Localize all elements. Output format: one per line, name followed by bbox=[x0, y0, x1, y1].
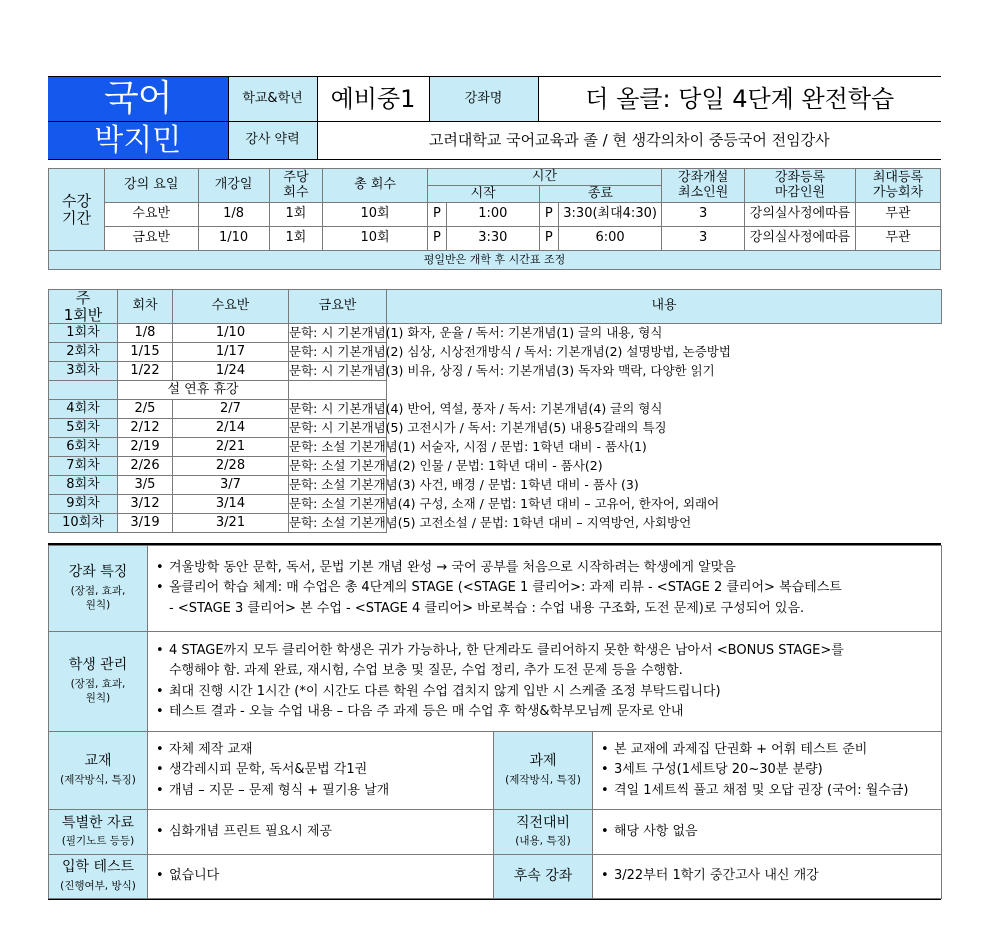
cell-content: 문학: 시 기본개념(4) 반어, 역설, 풍자 / 독서: 기본개념(4) 글의 형식 bbox=[289, 400, 387, 419]
curriculum-row bbox=[49, 400, 942, 419]
exam-prep-desc bbox=[593, 810, 942, 855]
col-deadline: 강좌등록 마감인원 bbox=[745, 169, 856, 203]
cell-fri: 3/7 bbox=[173, 476, 289, 495]
list-item: • 본 교재에 과제집 단권화 + 어휘 테스트 준비 bbox=[601, 742, 868, 758]
cell-session: 5회차 bbox=[49, 419, 118, 438]
cell-fri: 1/24 bbox=[173, 362, 289, 381]
cell-min: 3 bbox=[662, 227, 745, 251]
cell-weekly: 1회 bbox=[269, 203, 323, 227]
cell-content: 문학: 시 기본개념(2) 심상, 시상전개방식 / 독서: 기본개념(2) 설명방법, 논증방법 bbox=[289, 343, 387, 362]
entrance-label: 입학 테스트 (진행여부, 방식) bbox=[49, 855, 148, 899]
col-day: 강의 요일 bbox=[104, 169, 198, 203]
cell-fri: 1/17 bbox=[173, 343, 289, 362]
cell-wed: 2/26 bbox=[118, 457, 173, 476]
materials-row bbox=[49, 810, 942, 855]
list-item: • 자체 제작 교재 bbox=[156, 742, 253, 758]
cell-session: 3회차 bbox=[49, 362, 118, 381]
cell-open: 1/10 bbox=[198, 227, 269, 251]
entrance-row bbox=[49, 855, 942, 899]
cell-wed: 2/5 bbox=[118, 400, 173, 419]
cell-content: 문학: 소설 기본개념(2) 인물 / 문법: 1학년 대비 - 품사(2) bbox=[289, 457, 387, 476]
cell-wed: 3/19 bbox=[118, 514, 173, 533]
curriculum-row bbox=[49, 438, 942, 457]
curriculum-row bbox=[49, 362, 942, 381]
cell-day: 금요반 bbox=[104, 227, 198, 251]
cell-content: 문학: 소설 기본개념(3) 사건, 배경 / 문법: 1학년 대비 - 품사 (3) bbox=[289, 476, 387, 495]
list-item: • 테스트 결과 - 오늘 수업 내용 – 다음 주 과제 등은 매 수업 후 학생&학부모님께 문자로 안내 bbox=[156, 703, 684, 719]
cell-wed: 2/12 bbox=[118, 419, 173, 438]
cell-fri: 2/14 bbox=[173, 419, 289, 438]
course-name-label: 강좌명 bbox=[429, 77, 538, 121]
col-min: 강좌개설 최소인원 bbox=[662, 169, 745, 203]
cell-start-ap: P bbox=[427, 227, 446, 251]
curriculum-row bbox=[49, 457, 942, 476]
cell-content: 문학: 소설 기본개념(4) 구성, 소재 / 문법: 1학년 대비 – 고유어, 한자어, 외래어 bbox=[289, 495, 387, 514]
cell-session bbox=[49, 381, 118, 400]
cell-total: 10회 bbox=[323, 203, 427, 227]
cell-session: 4회차 bbox=[49, 400, 118, 419]
cell-wed: 1/15 bbox=[118, 343, 173, 362]
cell-session: 9회차 bbox=[49, 495, 118, 514]
cell-end: 3:30(최대4:30) bbox=[558, 203, 661, 227]
cell-wed: 1/8 bbox=[118, 324, 173, 343]
teacher-career: 고려대학교 국어교육과 졸 / 현 생각의차이 중등국어 전임강사 bbox=[317, 121, 941, 159]
textbook-label: 교재 (제작방식, 특징) bbox=[49, 732, 148, 810]
col-weekly: 주당 회수 bbox=[269, 169, 323, 203]
features-desc bbox=[148, 546, 942, 632]
course-title: 더 올클: 당일 4단계 완전학습 bbox=[538, 77, 941, 121]
followup-label: 후속 강좌 bbox=[494, 855, 593, 899]
homework-desc bbox=[593, 732, 942, 810]
curriculum-row bbox=[49, 476, 942, 495]
textbook-desc bbox=[148, 732, 494, 810]
materials-label: 특별한 자료 (필기노트 등등) bbox=[49, 810, 148, 855]
cell-fri: 2/21 bbox=[173, 438, 289, 457]
cell-session: 6회차 bbox=[49, 438, 118, 457]
features-row bbox=[49, 546, 942, 632]
cell-end-ap: P bbox=[539, 227, 558, 251]
cell-session: 8회차 bbox=[49, 476, 118, 495]
cell-session: 10회차 bbox=[49, 514, 118, 533]
col-content: 내용 bbox=[387, 290, 942, 324]
schedule-row bbox=[49, 227, 941, 251]
cell-content: 문학: 소설 기본개념(1) 서술자, 시점 / 문법: 1학년 대비 - 품사(1) bbox=[289, 438, 387, 457]
cell-wed: 3/12 bbox=[118, 495, 173, 514]
materials-desc bbox=[148, 810, 494, 855]
exam-prep-label: 직전대비 (내용, 특징) bbox=[494, 810, 593, 855]
cell-fri: 3/21 bbox=[173, 514, 289, 533]
schedule-table bbox=[48, 168, 941, 270]
cell-weekly: 1회 bbox=[269, 227, 323, 251]
schedule-row bbox=[49, 203, 941, 227]
list-item: • 격일 1세트씩 풀고 채점 및 오답 권장 (국어: 월수금) bbox=[601, 782, 909, 798]
cell-min: 3 bbox=[662, 203, 745, 227]
curriculum-row bbox=[49, 343, 942, 362]
cell-max-reg: 무관 bbox=[855, 227, 940, 251]
col-session: 회차 bbox=[118, 290, 173, 324]
cell-wed: 3/5 bbox=[118, 476, 173, 495]
cell-max-reg: 무관 bbox=[855, 203, 940, 227]
management-row bbox=[49, 632, 942, 732]
cell-end: 6:00 bbox=[558, 227, 661, 251]
cell-content bbox=[289, 381, 387, 400]
cell-day: 수요반 bbox=[104, 203, 198, 227]
list-item: • 없습니다 bbox=[156, 868, 220, 884]
cell-session: 1회차 bbox=[49, 324, 118, 343]
col-fri: 금요반 bbox=[289, 290, 387, 324]
list-item: • 해당 사항 없음 bbox=[601, 823, 698, 839]
list-item: • 3세트 구성(1세트당 20~30분 분량) bbox=[601, 762, 823, 778]
textbook-row bbox=[49, 732, 942, 810]
col-total: 총 회수 bbox=[323, 169, 427, 203]
grade-label: 학교&학년 bbox=[228, 77, 317, 121]
cell-fri: 3/14 bbox=[173, 495, 289, 514]
curriculum-row bbox=[49, 514, 942, 533]
course-info-table bbox=[48, 543, 941, 900]
list-item: • 개념 – 지문 – 문제 형식 + 필기용 날개 bbox=[156, 782, 390, 798]
col-wed: 수요반 bbox=[173, 290, 289, 324]
cell-deadline: 강의실사정에따름 bbox=[745, 227, 856, 251]
features-label: 강좌 특징 (장점, 효과, 원칙) bbox=[49, 546, 148, 632]
cell-start-ap: P bbox=[427, 203, 446, 227]
col-start: 시작 bbox=[427, 186, 539, 203]
cell-fri: 2/7 bbox=[173, 400, 289, 419]
cell-deadline: 강의실사정에따름 bbox=[745, 203, 856, 227]
entrance-desc bbox=[148, 855, 494, 899]
cell-content: 문학: 소설 기본개념(5) 고전소설 / 문법: 1학년 대비 – 지역방언, 사회방언 bbox=[289, 514, 387, 533]
teacher-name: 박지민 bbox=[48, 121, 228, 159]
subject-title: 국어 bbox=[48, 77, 228, 121]
cell-open: 1/8 bbox=[198, 203, 269, 227]
management-desc bbox=[148, 632, 942, 732]
management-label: 학생 관리 (장점, 효과, 원칙) bbox=[49, 632, 148, 732]
curriculum-row bbox=[49, 324, 942, 343]
followup-desc bbox=[593, 855, 942, 899]
cell-start: 3:30 bbox=[447, 227, 540, 251]
holiday-label: 설 연휴 휴강 bbox=[118, 381, 289, 400]
col-time: 시간 bbox=[427, 169, 662, 186]
col-end: 종료 bbox=[539, 186, 662, 203]
curriculum-side-label: 주 1회반 bbox=[49, 290, 118, 324]
cell-total: 10회 bbox=[323, 227, 427, 251]
cell-session: 7회차 bbox=[49, 457, 118, 476]
list-item: - <STAGE 3 클리어> 본 수업 - <STAGE 4 클리어> 바로복습 : 수업 내용 구조화, 도전 문제)로 구성되어 있음. bbox=[169, 600, 805, 616]
schedule-note: 평일반은 개학 후 시간표 조정 bbox=[49, 251, 941, 270]
holiday-row bbox=[49, 381, 942, 400]
list-item: • 겨울방학 동안 문학, 독서, 문법 기본 개념 완성 → 국어 공부를 처음으로 시작하려는 학생에게 알맞음 bbox=[156, 560, 736, 576]
list-item: • 3/22부터 1학기 중간고사 내신 개강 bbox=[601, 868, 819, 884]
cell-content: 문학: 시 기본개념(1) 화자, 운율 / 독서: 기본개념(1) 글의 내용, 형식 bbox=[289, 324, 387, 343]
list-item: • 4 STAGE까지 모두 클리어한 학생은 귀가 가능하나, 한 단계라도 클리어하지 못한 학생은 남아서 <BONUS STAGE>를 bbox=[156, 643, 844, 659]
cell-content: 문학: 시 기본개념(3) 비유, 상징 / 독서: 기본개념(3) 독자와 맥락, 다양한 읽기 bbox=[289, 362, 387, 381]
curriculum-row bbox=[49, 419, 942, 438]
cell-fri: 2/28 bbox=[173, 457, 289, 476]
grade-value: 예비중1 bbox=[317, 77, 429, 121]
course-header bbox=[48, 76, 941, 160]
curriculum-row bbox=[49, 495, 942, 514]
cell-start: 1:00 bbox=[447, 203, 540, 227]
homework-label: 과제 (제작방식, 특징) bbox=[494, 732, 593, 810]
list-item: • 심화개념 프린트 필요시 제공 bbox=[156, 823, 333, 839]
cell-fri: 1/10 bbox=[173, 324, 289, 343]
col-max-reg: 최대등록 가능회차 bbox=[855, 169, 940, 203]
cell-content: 문학: 시 기본개념(5) 고전시가 / 독서: 기본개념(5) 내용5갈래의 특징 bbox=[289, 419, 387, 438]
cell-wed: 1/22 bbox=[118, 362, 173, 381]
list-item: • 올클리어 학습 체계: 매 수업은 총 4단계의 STAGE (<STAGE 1 클리어>: 과제 리뷰 - <STAGE 2 클리어> 복습테스트 bbox=[156, 580, 842, 596]
cell-wed: 2/19 bbox=[118, 438, 173, 457]
period-label: 수강 기간 bbox=[49, 169, 105, 251]
list-item: • 생각레시피 문학, 독서&문법 각1권 bbox=[156, 762, 368, 778]
list-item: • 최대 진행 시간 1시간 (*이 시간도 다른 학원 수업 겹치지 않게 입반 시 스케줄 조정 부탁드립니다) bbox=[156, 683, 721, 699]
list-item: 수행해야 함. 과제 완료, 재시험, 수업 보충 및 질문, 수업 정리, 추가 도전 문제 등을 수행함. bbox=[169, 663, 683, 679]
col-open: 개강일 bbox=[198, 169, 269, 203]
cell-session: 2회차 bbox=[49, 343, 118, 362]
career-label: 강사 약력 bbox=[228, 121, 317, 159]
cell-end-ap: P bbox=[539, 203, 558, 227]
curriculum-table bbox=[48, 289, 941, 533]
